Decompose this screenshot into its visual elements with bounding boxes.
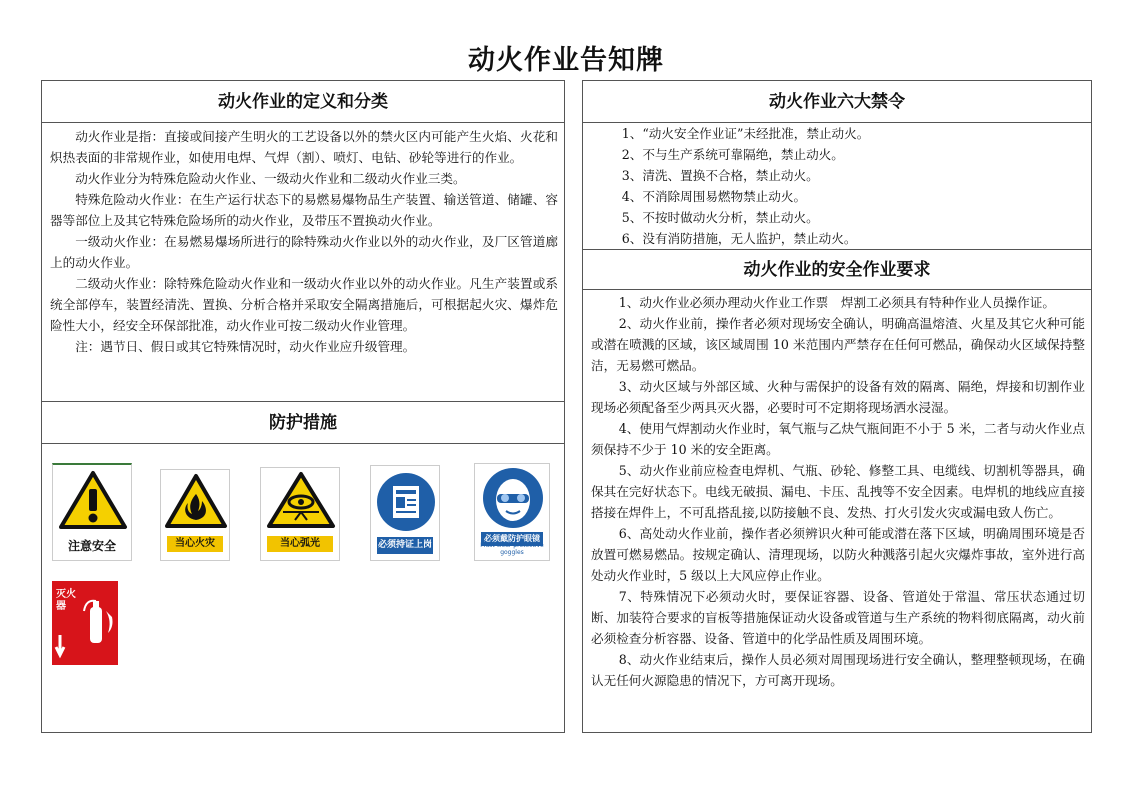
definition-paragraph: 动火作业是指：直接或间接产生明火的工艺设备以外的禁火区内可能产生火焰、火花和炽热表面的非常规作业，如使用电焊、气焊（割）、喷灯、电钻、砂轮等进行的作业。	[50, 129, 558, 165]
definition-paragraph: 二级动火作业：除特殊危险动火作业和一级动火作业以外的动火作业。凡生产装置或系统全部停车，装置经清洗、置换、分析合格并采取安全隔离措施后，可根据起火灾、爆炸危险性大小，经安全环保部批准，动火作业可按二级动火作业管理。	[50, 276, 558, 333]
protection-heading: 防护措施	[42, 402, 564, 444]
sign-fire	[160, 469, 230, 561]
requirement-paragraph: 2、动火作业前，操作者必须对现场安全确认，明确高温熔渣、火星及其它火种可能或潜在喷溅的区域，该区域周围 10 米范围内严禁存在任何可燃品，确保动火区域保持整洁，无易燃可燃品。	[591, 316, 1085, 373]
fire-extinguisher-icon	[52, 581, 118, 665]
sign-goggles	[474, 463, 550, 561]
ban-item: 6、没有消防措施，无人监护，禁止动火。	[621, 231, 857, 246]
ban-item: 1、“动火安全作业证”未经批准，禁止动火。	[621, 126, 870, 141]
sign-label: 必须戴防护眼镜	[481, 532, 543, 546]
sign-label: 当心火灾	[167, 536, 223, 552]
requirement-paragraph: 3、动火区域与外部区域、火种与需保护的设备有效的隔离、隔绝，焊接和切割作业现场必须配备至少两具灭火器，必要时可不定期将现场洒水浸湿。	[591, 379, 1085, 415]
sign-certificate	[370, 465, 440, 561]
certificate-icon	[371, 466, 441, 536]
sign-caution	[52, 463, 132, 561]
ban-item: 4、不消除周围易燃物禁止动火。	[621, 189, 807, 204]
sign-arc-light	[260, 467, 340, 561]
requirement-paragraph: 8、动火作业结束后，操作人员必须对周围现场进行安全确认，整理整顿现场，在确认无任何火源隐患的情况下，方可离开现场。	[591, 652, 1085, 688]
requirements-text	[591, 292, 1085, 691]
definition-heading: 动火作业的定义和分类	[42, 81, 564, 123]
sign-fire-extinguisher	[52, 581, 118, 665]
sign-label: 当心弧光	[267, 536, 333, 552]
ban-item: 2、不与生产系统可靠隔绝，禁止动火。	[621, 147, 844, 162]
requirements-heading: 动火作业的安全作业要求	[583, 250, 1091, 290]
arc-light-warning-icon	[261, 468, 341, 534]
fire-warning-icon	[161, 470, 231, 534]
requirement-paragraph: 1、动火作业必须办理动火作业工作票 焊割工必须具有特种作业人员操作证。	[618, 295, 1055, 310]
requirement-paragraph: 5、动火作业前应检查电焊机、气瓶、砂轮、修整工具、电缆线、切割机等器具，确保其在完好状态下。电线无破损、漏电、卡压、乱拽等不安全因素。电焊机的地线应直接搭接在焊件上，不可乱搭乱接,以防接触不良、发热、打火引发火灾或漏电致人伤亡。	[591, 463, 1085, 520]
definition-paragraph: 注：遇节日、假日或其它特殊情况时，动火作业应升级管理。	[75, 339, 416, 354]
sign-sublabel: Must wear protective goggles	[480, 542, 544, 556]
bans-heading: 动火作业六大禁令	[583, 81, 1091, 123]
goggles-icon	[475, 464, 551, 534]
requirement-paragraph: 7、特殊情况下必须动火时，要保证容器、设备、管道处于常温、常压状态通过切断、加装符合要求的盲板等措施保证动火设备或管道与生产系统的物料彻底隔离，动火前必须检查分析容器、设备、管道中的化学品性质及周围环境。	[591, 589, 1085, 646]
requirement-paragraph: 4、使用气焊割动火作业时，氧气瓶与乙炔气瓶间距不小于 5 米，二者与动火作业点须保持不少于 10 米的安全距离。	[591, 421, 1085, 457]
ban-item: 5、不按时做动火分析，禁止动火。	[621, 210, 819, 225]
right-panel	[582, 80, 1092, 733]
definition-paragraph: 特殊危险动火作业：在生产运行状态下的易燃易爆物品生产装置、输送管道、储罐、容器等部位上及其它特殊危险场所的动火作业，及带压不置换动火作业。	[50, 192, 558, 228]
left-panel	[41, 80, 565, 733]
requirement-paragraph: 6、高处动火作业前，操作者必须辨识火种可能或潜在落下区域，明确周围环境是否放置可燃易燃品。按规定确认、清理现场，以防火种溅落引起火灾爆炸事故，室外进行高处动火作业时，5 级以上大风应停止作业。	[591, 526, 1085, 583]
page-title: 动火作业告知牌	[468, 45, 664, 76]
sign-label: 必须持证上岗	[377, 537, 433, 554]
definition-paragraph: 一级动火作业：在易燃易爆场所进行的除特殊动火作业以外的动火作业，及厂区管道廊上的动火作业。	[50, 234, 558, 270]
sign-label: 注意安全	[67, 539, 116, 553]
definition-paragraph: 动火作业分为特殊危险动火作业、一级动火作业和二级动火作业三类。	[75, 171, 466, 186]
bans-list	[589, 123, 1085, 249]
sign-label: 灭火器	[56, 589, 76, 612]
definition-text	[50, 126, 558, 357]
ban-item: 3、清洗、置换不合格，禁止动火。	[621, 168, 819, 183]
exclamation-warning-icon	[53, 465, 133, 535]
